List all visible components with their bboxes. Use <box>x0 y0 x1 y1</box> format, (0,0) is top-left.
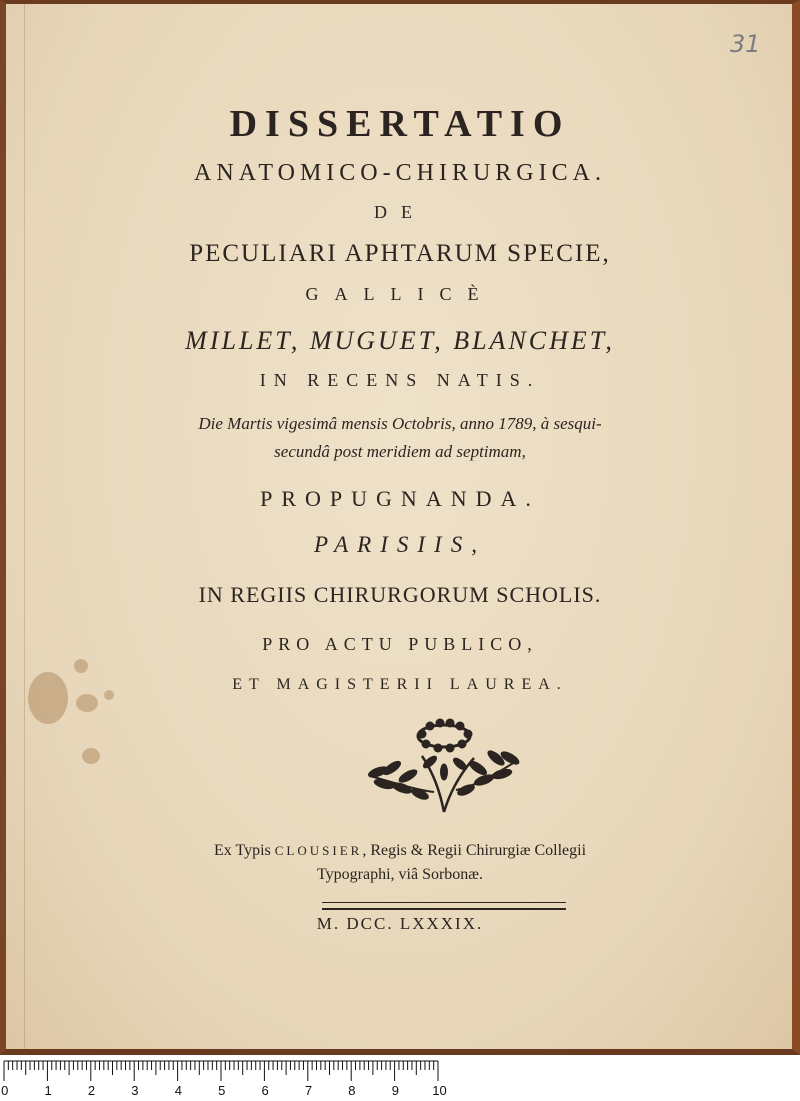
ruler-label: 3 <box>131 1083 139 1098</box>
ruler-label: 7 <box>304 1083 313 1098</box>
place-line: PARISIIS, <box>314 532 486 557</box>
purpose-line-1: PRO ACTU PUBLICO, <box>262 634 538 654</box>
ruler-label: 2 <box>87 1083 96 1098</box>
imprint-suffix: , Regis & Regii Chirurgiæ Collegii <box>362 842 587 859</box>
printer-name: CLOUSIER <box>274 843 363 858</box>
propugnanda-line: PROPUGNANDA. <box>260 486 540 511</box>
title-line-2: ANATOMICO-CHIRURGICA. <box>194 160 606 186</box>
folio-number: 31 <box>730 30 761 58</box>
title-line-7: IN RECENS NATIS. <box>259 370 541 390</box>
ruler-label: 9 <box>391 1083 399 1098</box>
defense-date-line-1: Die Martis vigesimâ mensis Octobris, anno 1789, à sesqui- <box>198 414 602 433</box>
double-rule-divider <box>322 902 566 910</box>
ruler-label: 1 <box>44 1083 52 1098</box>
ruler-ticks <box>0 1055 800 1083</box>
purpose-line-2: ET MAGISTERII LAUREA. <box>232 676 568 693</box>
imprint-prefix: Ex Typis <box>213 842 271 859</box>
laurel-wreath-ornament-icon <box>364 712 524 816</box>
ruler-label: 4 <box>174 1083 182 1098</box>
ruler-label: 8 <box>348 1083 356 1098</box>
imprint-line-2: Typographi, viâ Sorbonæ. <box>317 866 483 883</box>
imprint-line-1 <box>0 842 800 860</box>
ruler-label: 10 <box>432 1083 447 1098</box>
ruler-label: 5 <box>218 1083 226 1098</box>
title-line-4: PECULIARI APHTARUM SPECIE, <box>189 240 611 267</box>
foxing-stain <box>76 694 98 712</box>
schools-line: IN REGIIS CHIRURGORUM SCHOLIS. <box>198 582 602 607</box>
publication-year: M. DCC. LXXXIX. <box>316 914 484 933</box>
title-line-1: DISSERTATIO <box>229 103 571 145</box>
ruler-label: 6 <box>261 1083 269 1098</box>
defense-date-line-2: secundâ post meridiem ad septimam, <box>274 442 526 461</box>
title-line-6: MILLET, MUGUET, BLANCHET, <box>185 326 615 355</box>
foxing-stain <box>74 659 88 673</box>
title-line-3: DE <box>374 202 426 222</box>
title-line-5: GALLICÈ <box>305 284 495 304</box>
ruler-label: 0 <box>1 1083 9 1098</box>
foxing-stain <box>82 748 100 764</box>
measurement-ruler <box>0 1055 800 1101</box>
